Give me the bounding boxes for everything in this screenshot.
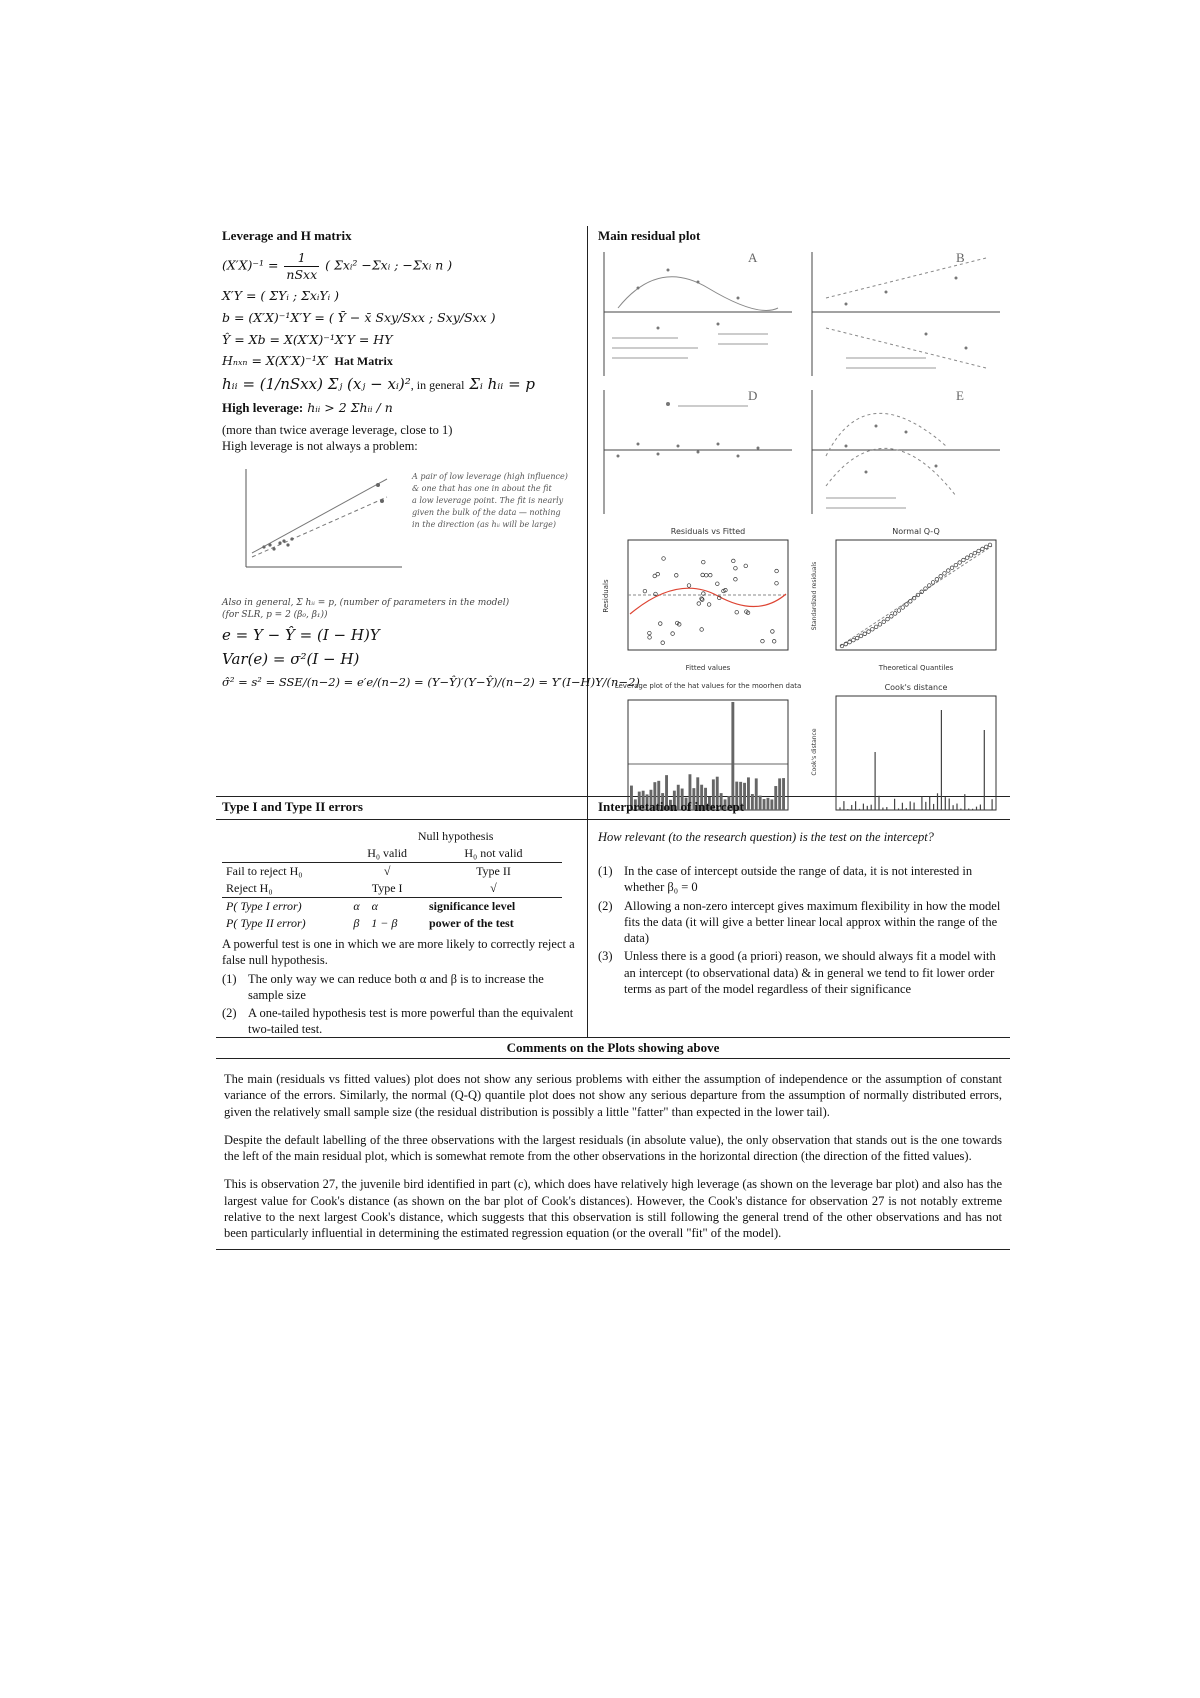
panel-label-e: E <box>956 388 964 403</box>
formula-sheet <box>216 226 1010 1250</box>
p-type1: P( Type I error) <box>222 898 349 916</box>
qq-point <box>946 569 950 573</box>
comments-section <box>216 1038 1010 1250</box>
qq-point <box>988 543 992 547</box>
residual-plots-heading: Main residual plot <box>598 228 701 243</box>
qq-point <box>893 612 897 616</box>
rvf-point <box>674 574 678 578</box>
rvf-xlabel: Fitted values <box>685 664 731 672</box>
rvf-point <box>734 566 738 570</box>
qq-point <box>969 554 973 558</box>
normal-qq-plot <box>806 524 1006 674</box>
qq-point <box>962 558 966 562</box>
leverage-note-2: High leverage is not always a problem: <box>222 439 418 454</box>
comments-paragraph-1: The main (residuals vs fitted values) plot does not show any serious problems with either the assumption of independence or the assumption of constant variance of the errors. Similarly, the normal (Q-Q) quantile plot does not show any serious departure from the assumption of normally distributed errors, given the relatively small sample size (the residual distribution is possibly a little "fatter" than expected in the lower tail). <box>224 1072 1002 1119</box>
rvf-point <box>708 573 712 577</box>
qq-point <box>886 617 890 621</box>
rvf-point <box>704 573 708 577</box>
residual-plots-section <box>588 226 1010 796</box>
sketch-panel-a <box>598 248 798 380</box>
cooks-title: Cook's distance <box>884 683 948 692</box>
comments-heading: Comments on the Plots showing above <box>216 1038 1010 1059</box>
leverage-heading: Leverage and H matrix <box>222 228 352 243</box>
rvf-point <box>671 632 675 636</box>
qq-point <box>981 547 985 551</box>
rvf-point <box>744 564 748 568</box>
qq-point <box>984 545 988 549</box>
intercept-item: (3) Unless there is a good (a priori) reason, we should always fit a model with an intercept (to observational data) & in general we tend to fit lower order terms as part of the model regardless of their significance <box>598 949 996 996</box>
rvf-point <box>735 610 739 614</box>
top-row <box>216 226 1010 796</box>
eq-hat-matrix: Hₙₓₙ = X(X′X)⁻¹X′ Hat Matrix <box>222 353 393 369</box>
qq-point <box>874 625 878 629</box>
frac-1-nsxx: $\frac{1}{\text{nSxx}}$ <box>286 250 318 282</box>
qq-point <box>909 600 913 604</box>
errors-item: (2) A one-tailed hypothesis test is more powerful than the equivalent two-tailed test. <box>222 1006 574 1037</box>
bottom-rule <box>216 1249 1010 1250</box>
intercept-question: How relevant (to the research question) is the test on the intercept? <box>598 830 934 844</box>
p-type2: P( Type II error) <box>226 916 306 930</box>
qq-point <box>935 578 939 582</box>
errors-paragraph: A powerful test is one in which we are more likely to correctly reject a false null hypothesis. <box>222 937 575 968</box>
sketch-panel-e <box>806 386 1006 518</box>
intercept-heading: Interpretation of intercept <box>598 799 745 814</box>
panel-label-a: A <box>748 250 758 265</box>
eq-hii: hᵢᵢ = (1/nSxx) Σⱼ (xⱼ − xᵢ)², in general Σᵢ hᵢᵢ = p <box>222 375 536 394</box>
eq-yhat: Ŷ = Xb = X(X′X)⁻¹X′Y = HY <box>222 331 393 347</box>
svg-text:A pair of low leverage (high i: A pair of low leverage (high influence) <box>412 471 568 481</box>
residuals-vs-fitted-plot <box>598 524 798 674</box>
intercept-item: (1) In the case of intercept outside the range of data, it is not interested in whether β₀ = 0 <box>598 864 973 895</box>
rvf-point <box>775 581 779 585</box>
qq-point <box>977 549 981 553</box>
qq-xlabel: Theoretical Quantiles <box>878 664 954 672</box>
qq-point <box>867 630 871 634</box>
rvf-point <box>771 630 775 634</box>
qq-point <box>973 551 977 555</box>
qq-ylabel: Standardized residuals <box>811 561 818 631</box>
qq-title: Normal Q-Q <box>892 527 940 536</box>
qq-point <box>939 575 943 579</box>
qq-point <box>897 609 901 613</box>
rvf-point <box>701 573 705 577</box>
row-fail-reject: Fail to reject H₀ <box>222 863 349 881</box>
qq-point <box>905 603 909 607</box>
intercept-item: (2) Allowing a non-zero intercept gives maximum flexibility in how the model fits the data (it will give a better linear local approx within the range of the data) <box>598 898 1001 945</box>
qq-point <box>882 620 886 624</box>
rvf-point <box>734 577 738 581</box>
rvf-point <box>772 639 776 643</box>
intercept-heading-rule <box>588 819 1010 820</box>
eq-var-e: Var(e) = σ²(I − H) <box>222 650 360 669</box>
rvf-point <box>658 622 662 626</box>
panel-label-d: D <box>748 388 758 403</box>
qq-point <box>901 606 905 610</box>
qq-point <box>931 581 935 585</box>
errors-col-group: Null hypothesis <box>417 829 494 843</box>
handwritten-note-1: Also in general, Σ hᵢᵢ = p, (number of parameters in the model) <box>222 597 510 608</box>
rvf-point <box>732 559 736 563</box>
eq-b: b = (X′X)⁻¹X′Y = ( Ȳ − x̄ Sxy/Sxx ; Sxy/Sxx ) <box>222 309 496 325</box>
rvf-point <box>702 560 706 564</box>
comments-paragraph-2: Despite the default labelling of the three observations with the largest residuals (in absolute value), the only observation that stands out is the one towards the left of the main residual plot, which is somewhat remote from the other observations in the horizontal direction (the direction of the fitted values). <box>224 1132 1002 1163</box>
eq-xtx-inverse: (X′X)⁻¹ = $\frac{1}{\text{nSxx}}$ ( Σxᵢ² −Σxᵢ ; −Σxᵢ n ) <box>222 250 453 282</box>
svg-text:given the bulk of the data — n: given the bulk of the data — nothing <box>412 507 561 517</box>
rvf-point <box>697 602 701 606</box>
qq-point <box>871 627 875 631</box>
comments-paragraph-3: This is observation 27, the juvenile bird identified in part (c), which does have relatively high leverage (as shown on the leverage bar plot) and also has the largest value for Cook's distance (as shown on the bar plot of Cook's distances). However, the Cook's distance for observation 27 is not notably extreme relative to the next largest Cook's distance, which suggests that this observation is still following the general trend of the other observations and has not been particularly influential in determining the estimated regression equation (or the overall "fit" of the model). <box>224 1177 1002 1240</box>
rvf-point <box>700 628 704 632</box>
rvf-ylabel: Residuals <box>602 579 610 613</box>
errors-heading: Type I and Type II errors <box>222 799 363 814</box>
svg-text:a low leverage point. The fit: a low leverage point. The fit is nearly <box>412 495 564 505</box>
qq-point <box>855 636 859 640</box>
eq-sigma-hat: σ̂² = s² = SSE/(n−2) = e′e/(n−2) = (Y−Ŷ)′(Y−Ŷ)/(n−2) = Y′(I−H)Y/(n−2) <box>222 675 640 690</box>
col-h0-valid: H₀ valid <box>367 846 408 860</box>
svg-text:in the direction (as hᵢᵢ will: in the direction (as hᵢᵢ will be large) <box>412 519 556 529</box>
qq-point <box>950 566 954 570</box>
qq-point <box>954 563 958 567</box>
intercept-section <box>588 797 1010 1037</box>
qq-point <box>863 632 867 636</box>
qq-point <box>848 640 852 644</box>
intercept-list <box>598 863 1004 997</box>
rvf-point <box>661 641 665 645</box>
rvf-point <box>775 569 779 573</box>
row-reject: Reject H₀ <box>226 881 273 895</box>
qq-point <box>878 623 882 627</box>
rvf-point <box>648 631 652 635</box>
rvf-point <box>662 557 666 561</box>
leverage-sketch <box>222 459 572 587</box>
middle-row <box>216 797 1010 1037</box>
rvf-point <box>648 636 652 640</box>
errors-item: (1) The only way we can reduce both α and β is to increase the sample size <box>222 971 544 1002</box>
rvf-point <box>643 589 647 593</box>
errors-section <box>216 797 588 1037</box>
qq-point <box>943 572 947 576</box>
cooks-ylabel: Cook's distance <box>811 728 818 776</box>
errors-list <box>222 971 581 1038</box>
plots-grid <box>598 248 1004 830</box>
high-leverage-label: High leverage: <box>222 399 304 415</box>
qq-point <box>965 556 969 560</box>
rvf-point <box>656 572 660 576</box>
col-h0-not-valid: H₀ not valid <box>464 846 523 860</box>
rvf-point <box>707 603 711 607</box>
qq-point <box>844 642 848 646</box>
errors-table: Null hypothesis H₀ valid H₀ not valid Fail to reject H₀ √ Type II Reject H₀ Type I √ P( Type I error) α α significance level P( Type II error) β 1 − β power of the test <box>222 828 562 932</box>
qq-point <box>958 561 962 565</box>
rvf-point <box>687 584 691 588</box>
qq-point <box>920 590 924 594</box>
qq-point <box>890 615 894 619</box>
handwritten-note-2: (for SLR, p = 2 (β₀, β₁)) <box>222 609 328 620</box>
qq-point <box>916 593 920 597</box>
eq-residuals: e = Y − Ŷ = (I − H)Y <box>222 625 380 644</box>
leverage-note-1: (more than twice average leverage, close to 1) <box>222 423 453 438</box>
errors-heading-rule <box>216 819 587 820</box>
rvf-point <box>761 639 765 643</box>
qq-point <box>859 634 863 638</box>
eq-xty: X′Y = ( ΣYᵢ ; ΣxᵢYᵢ ) <box>222 288 340 304</box>
leverage-plot-title: Leverage plot of the hat values for the moorhen data <box>614 682 802 690</box>
sketch-panel-d <box>598 386 798 518</box>
rvf-title: Residuals vs Fitted <box>670 527 746 536</box>
qq-point <box>852 638 856 642</box>
leverage-bar <box>731 702 734 810</box>
rvf-point <box>716 582 720 586</box>
panel-label-b: B <box>956 250 965 265</box>
svg-text:& one that has one in about th: & one that has one in about the fit <box>412 483 552 493</box>
sketch-panel-b <box>806 248 1006 380</box>
rvf-point <box>700 597 704 601</box>
hat-matrix-label: Hat Matrix <box>334 354 393 369</box>
high-leverage-rule: High leverage: hᵢᵢ > 2 Σhᵢᵢ / n <box>222 399 393 415</box>
